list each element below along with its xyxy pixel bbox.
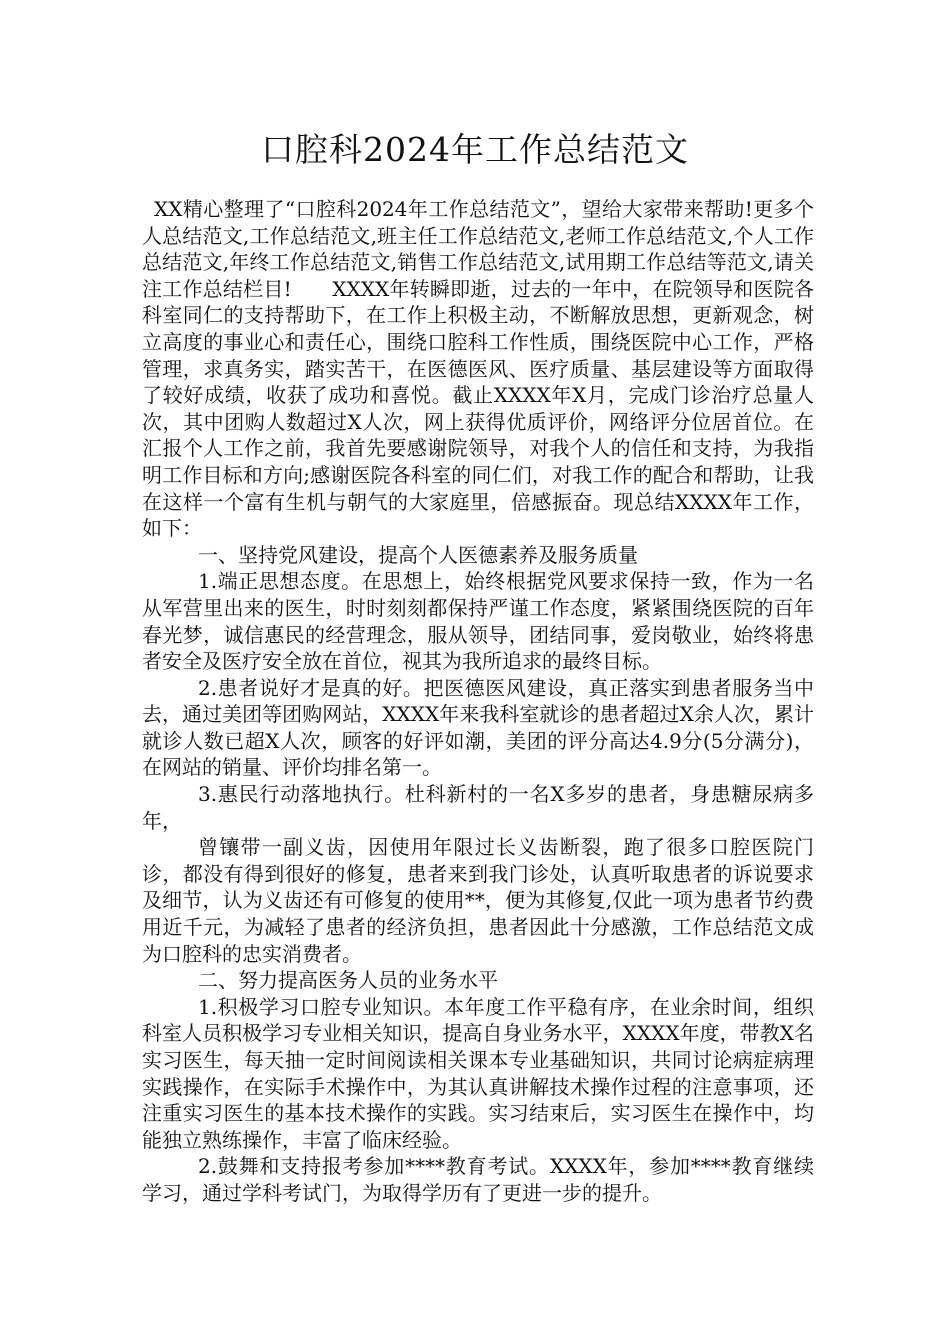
paragraph-1-2: 2.患者说好才是真的好。把医德医风建设，真正落实到患者服务当中去，通过美团等团购网站，XXXX年来我科室就诊的患者超过X余人次，累计就诊人数已超X人次，顾客的好评如潮，美团的评分高达4.9分(5分满分)，在网站的销量、评价均排名第一。 — [142, 675, 814, 780]
document-title: 口腔科2024年工作总结范文 — [261, 130, 689, 169]
section-heading-2: 二、努力提高医务人员的业务水平 — [198, 968, 498, 993]
paragraph-1-3: 3.惠民行动落地执行。杜科新村的一名X多岁的患者，身患糖尿病多年， — [142, 782, 814, 833]
section-heading-1: 一、坚持党风建设，提高个人医德素养及服务质量 — [198, 542, 638, 567]
intro-paragraph: XX精心整理了“口腔科2024年工作总结范文”，望给大家带来帮助!更多个人总结范文,工作总结范文,班主任工作总结范文,老师工作总结范文,个人工作总结范文,年终工作总结范文,销售工作总结范文,试用期工作总结等范文,请关注工作总结栏目! XXXX年转瞬即逝，过去的一年中，在院领导和医院各科室同仁的支持帮助下，在工作上积极主动，不断解放思想，更新观念，树立高度的事业心和责任心，围绕口腔科工作性质，围绕医院中心工作，严格管理，求真务实，踏实苦干，在医德医风、医疗质量、基层建设等方面取得了较好成绩，收获了成功和喜悦。截止XXXX年X月，完成门诊治疗总量人次，其中团购人数超过X人次，网上获得优质评价，网络评分位居首位。在汇报个人工作之前，我首先要感谢院领导，对我个人的信任和支持，为我指明工作目标和方向;感谢医院各科室的同仁们，对我工作的配合和帮助，让我在这样一个富有生机与朝气的大家庭里，倍感振奋。现总结XXXX年工作，如下： — [142, 197, 814, 541]
paragraph-1-1: 1.端正思想态度。在思想上，始终根据党风要求保持一致，作为一名从军营里出来的医生，时时刻刻都保持严谨工作态度，紧紧围绕医院的百年春光梦，诚信惠民的经营理念，服从领导，团结同事，爱岗敬业，始终将患者安全及医疗安全放在首位，视其为我所追求的最终目标。 — [142, 569, 814, 674]
paragraph-2-2: 2.鼓舞和支持报考参加****教育考试。XXXX年，参加****教育继续学习，通过学科考试门，为取得学历有了更进一步的提升。 — [142, 1154, 814, 1205]
paragraph-2-1: 1.积极学习口腔专业知识。本年度工作平稳有序，在业余时间，组织科室人员积极学习专业相关知识，提高自身业务水平，XXXX年度，带教X名实习医生，每天抽一定时间阅读相关课本专业基础知识，共同讨论病症病理实践操作，在实际手术操作中，为其认真讲解技术操作过程的注意事项，还注重实习医生的基本技术操作的实践。实习结束后，实习医生在操作中，均能独立熟练操作，丰富了临床经验。 — [142, 994, 814, 1152]
paragraph-1-3-continued: 曾镶带一副义齿，因使用年限过长义齿断裂，跑了很多口腔医院门诊，都没有得到很好的修复，患者来到我门诊处，认真听取患者的诉说要求及细节，认为义齿还有可修复的使用**，便为其修复,仅此一项为患者节约费用近千元，为减轻了患者的经济负担，患者因此十分感激，工作总结范文成为口腔科的忠实消费者。 — [142, 835, 814, 966]
document-body — [142, 196, 814, 1207]
